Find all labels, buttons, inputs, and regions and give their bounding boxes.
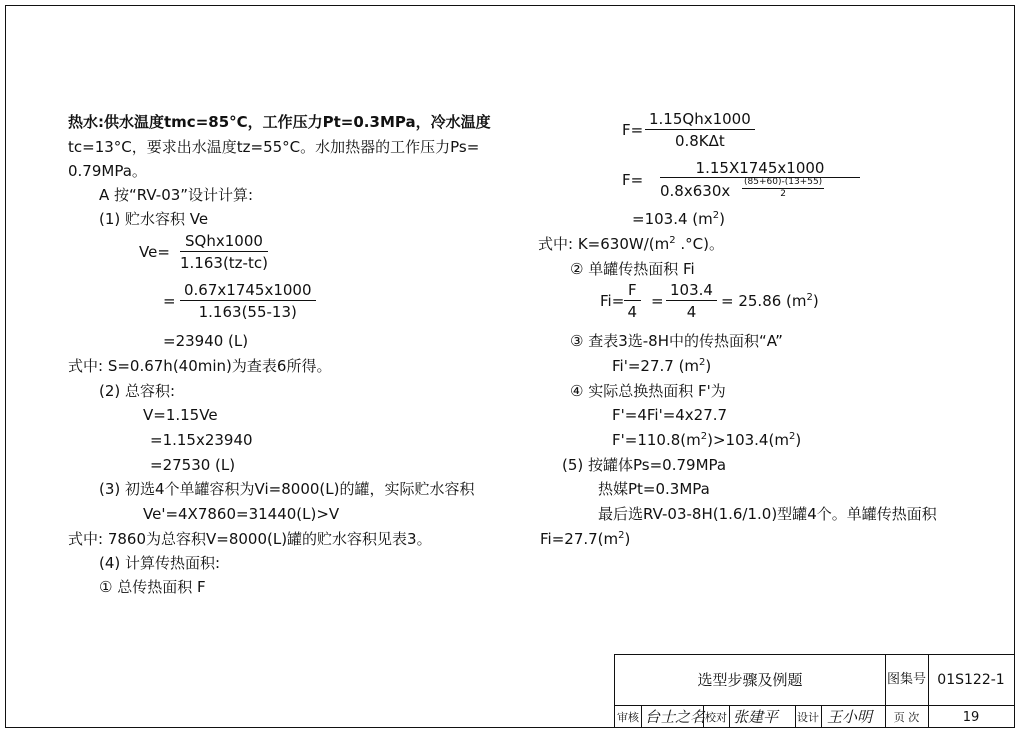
text-line-cold-water: tc=13°C，要求出水温度tz=55°C。水加热器的工作压力Ps= [68, 138, 480, 156]
heading-heat-area: (4) 计算传热面积: [99, 554, 221, 572]
fi-result [721, 292, 819, 310]
f2-denominator-prefix: 0.8x630x [660, 182, 731, 200]
fi-result-exponent: 2 [806, 292, 813, 303]
drawing-title: 选型步骤及例题 [697, 671, 803, 689]
ve-equals: = [163, 292, 176, 310]
fp2-close: ) [795, 431, 802, 449]
fp2-exponent: 2 [700, 431, 708, 442]
fi-result-close: ) [812, 292, 819, 310]
ve-value-denominator: 1.163(55-13) [198, 303, 297, 321]
page-label: 页 次 [893, 711, 920, 724]
delta-t-denominator: 2 [780, 189, 786, 199]
fi-lhs: Fi= [600, 292, 625, 310]
f-result-text: =103.4 (m [632, 210, 713, 228]
heading-table3-area: ③ 查表3选-8H中的传热面积“A” [570, 332, 783, 350]
f-prime-formula: F'=4Fi'=4x27.7 [612, 406, 728, 424]
fi-denominator-2: 4 [686, 303, 697, 321]
fi-prime-text: Fi'=27.7 (m [612, 357, 700, 375]
f2-lhs: F= [622, 171, 644, 189]
atlas-number: 01S122-1 [937, 672, 1005, 688]
ve-value-fraction [180, 281, 316, 321]
sig-sep-5 [821, 705, 822, 727]
fi-result-text: = 25.86 (m [721, 292, 807, 310]
final-area-exponent: 2 [618, 530, 625, 541]
fp2-mid: )>103.4(m [707, 431, 789, 449]
heading-storage-volume: (1) 贮水容积 Ve [99, 210, 209, 228]
v-formula: V=1.15Ve [143, 406, 218, 424]
fi-numerator-1: F [624, 281, 641, 301]
note-k-value [538, 235, 724, 253]
actual-storage-volume: Ve'=4X7860=31440(L)>V [143, 505, 340, 523]
fp2-text: F'=110.8(m [612, 431, 701, 449]
f2-numerator: 1.15X1745x1000 [660, 159, 860, 178]
review-signature: 台士之名 [645, 708, 706, 726]
heading-tank-selection: (3) 初选4个单罐容积为Vi=8000(L)的罐，实际贮水容积 [99, 480, 475, 498]
delta-t-fraction [742, 177, 824, 200]
f-result [632, 210, 725, 228]
ve-formula-fraction [180, 232, 268, 272]
fi-denominator-1: 4 [627, 303, 638, 321]
fi-prime-value [612, 357, 711, 375]
f-lhs: F= [622, 121, 644, 139]
f-denominator: 0.8KΔt [674, 132, 725, 150]
atlas-label: 图集号 [886, 672, 926, 687]
f-numerator: 1.15Qhx1000 [645, 110, 755, 130]
sig-sep-1 [641, 705, 642, 727]
fi-prime-close: ) [705, 357, 712, 375]
heading-total-heat-area: ① 总传热面积 F [99, 578, 206, 596]
heading-total-volume: (2) 总容积: [99, 382, 176, 400]
fi-fraction-1 [624, 281, 641, 321]
ve-denominator: 1.163(tz-tc) [180, 254, 268, 272]
f-formula-fraction [645, 110, 755, 150]
ve-numerator: SQhx1000 [180, 232, 268, 252]
title-block-divider [615, 705, 1014, 706]
fi-numerator-2: 103.4 [666, 281, 717, 301]
v-result: =27530 (L) [150, 456, 236, 474]
check-signature: 张建平 [733, 708, 779, 726]
check-label: 校对 [705, 711, 727, 724]
heading-design-calc: A 按“RV-03”设计计算: [99, 186, 254, 204]
review-label: 审核 [617, 711, 639, 724]
ve-value-numerator: 0.67x1745x1000 [180, 281, 316, 301]
sig-sep-3 [729, 705, 730, 727]
text-line-hot-water: 热水:供水温度tmc=85°C，工作压力Pt=0.3MPa，冷水温度 [68, 113, 491, 131]
k-note-text: 式中: K=630W/(m [538, 235, 670, 253]
final-area-close: ) [624, 530, 631, 548]
title-block [614, 654, 1015, 728]
fp2-exponent-2: 2 [788, 431, 796, 442]
heat-medium-pressure: 热媒Pt=0.3MPa [598, 480, 710, 498]
final-area-text: Fi=27.7(m [540, 530, 619, 548]
k-note-exponent: 2 [669, 235, 676, 246]
fi-prime-exponent: 2 [699, 357, 706, 368]
f-prime-result [612, 431, 801, 449]
fi-fraction-2 [666, 281, 717, 321]
ve-result: =23940 (L) [163, 332, 249, 350]
delta-t-numerator: (85+60)-(13+55) [744, 177, 823, 187]
f-result-close: ) [719, 210, 725, 228]
design-label: 设计 [797, 711, 819, 724]
final-selection: 最后选RV-03-8H(1.6/1.0)型罐4个。单罐传热面积 [598, 505, 937, 523]
note-s-coefficient: 式中: S=0.67h(40min)为查表6所得。 [68, 357, 332, 375]
fi-equals: = [651, 292, 664, 310]
design-signature: 王小明 [827, 708, 873, 726]
text-line-pressure: 0.79MPa。 [68, 162, 147, 180]
final-area [540, 530, 630, 548]
v-calc: =1.15x23940 [150, 431, 253, 449]
heading-tank-pressure: (5) 按罐体Ps=0.79MPa [562, 456, 727, 474]
note-7860: 式中: 7860为总容积V=8000(L)罐的贮水容积见表3。 [68, 530, 432, 548]
heading-actual-area: ④ 实际总换热面积 F'为 [570, 382, 726, 400]
f-result-exponent: 2 [712, 210, 720, 221]
page-number: 19 [962, 710, 980, 725]
heading-single-tank-area: ② 单罐传热面积 Fi [570, 260, 695, 278]
k-note-end: .°C)。 [675, 235, 724, 253]
ve-lhs: Ve= [139, 243, 170, 261]
